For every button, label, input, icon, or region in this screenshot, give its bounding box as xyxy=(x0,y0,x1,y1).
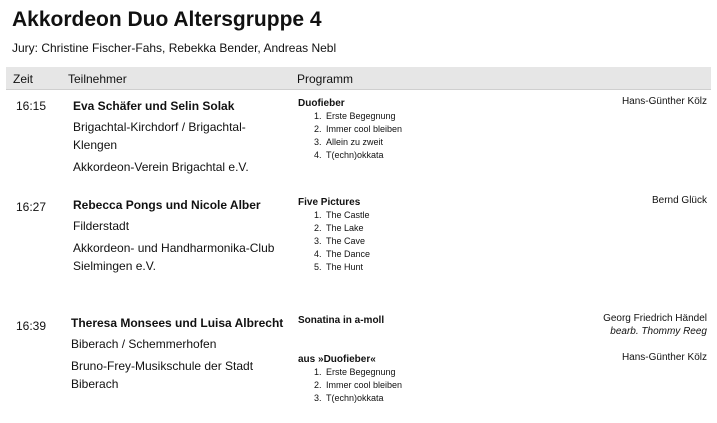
piece-title: aus »Duofieber« xyxy=(298,354,376,365)
movement-item: 3. T(echn)okkata xyxy=(324,392,711,405)
participant-place: Biberach / Schemmerhofen xyxy=(71,337,217,351)
piece-title: Duofieber xyxy=(298,98,345,109)
movement-item: 1. Erste Begegnung xyxy=(324,366,711,379)
row-time: 16:27 xyxy=(16,200,47,214)
participant-cell xyxy=(73,97,288,180)
piece-composer xyxy=(603,312,707,338)
row-time: 16:39 xyxy=(16,319,47,333)
program-cell xyxy=(298,196,711,284)
movement-item: 4. The Dance xyxy=(324,248,711,261)
movement-list xyxy=(298,110,711,162)
movement-item: 5. The Hunt xyxy=(324,261,711,274)
participant-place: Brigachtal-Kirchdorf / Brigachtal-Klengen xyxy=(73,120,246,152)
program-piece xyxy=(298,314,711,341)
piece-composer-name: Georg Friedrich Händel xyxy=(603,313,707,324)
program-cell xyxy=(298,97,711,172)
movement-item: 2. Immer cool bleiben xyxy=(324,379,711,392)
participant-club: Akkordeon- und Handharmonika-Club Sielmingen e.V. xyxy=(73,241,275,273)
table-header xyxy=(6,67,711,89)
movement-item: 1. The Castle xyxy=(324,209,711,222)
participant-place: Filderstadt xyxy=(73,219,130,233)
piece-composer: Bernd Glück xyxy=(651,195,707,206)
participant-cell xyxy=(71,314,286,397)
participant-club: Akkordeon-Verein Brigachtal e.V. xyxy=(73,160,249,174)
page-title: Akkordeon Duo Altersgruppe 4 xyxy=(12,8,322,31)
participant-cell xyxy=(73,196,288,279)
movement-item: 3. Allein zu zweit xyxy=(324,136,711,149)
header-divider xyxy=(6,89,711,90)
program-piece xyxy=(298,196,711,274)
participant-names: Theresa Monsees und Luisa Albrecht xyxy=(71,316,284,330)
program-cell xyxy=(298,314,711,415)
program-piece xyxy=(298,97,711,162)
piece-title: Sonatina in a-moll xyxy=(298,315,385,326)
piece-title: Five Pictures xyxy=(298,197,361,208)
movement-item: 1. Erste Begegnung xyxy=(324,110,711,123)
program-piece xyxy=(298,353,711,405)
movement-item: 4. T(echn)okkata xyxy=(324,149,711,162)
participant-names: Eva Schäfer und Selin Solak xyxy=(73,99,235,113)
header-program: Programm xyxy=(297,72,354,86)
participant-club: Bruno-Frey-Musikschule der Stadt Biberach xyxy=(71,359,254,391)
participant-names: Rebecca Pongs und Nicole Alber xyxy=(73,198,261,212)
row-time: 16:15 xyxy=(16,99,47,113)
movement-item: 3. The Cave xyxy=(324,235,711,248)
jury-line: Jury: Christine Fischer-Fahs, Rebekka Bender, Andreas Nebl xyxy=(12,41,337,55)
movement-item: 2. Immer cool bleiben xyxy=(324,123,711,136)
piece-arranger: bearb. Thommy Reeg xyxy=(610,326,707,337)
piece-composer: Hans-Günther Kölz xyxy=(621,96,707,107)
header-time: Zeit xyxy=(13,72,34,86)
movement-list xyxy=(298,209,711,274)
movement-list xyxy=(298,366,711,405)
header-participants: Teilnehmer xyxy=(68,72,127,86)
movement-item: 2. The Lake xyxy=(324,222,711,235)
piece-composer: Hans-Günther Kölz xyxy=(621,352,707,363)
